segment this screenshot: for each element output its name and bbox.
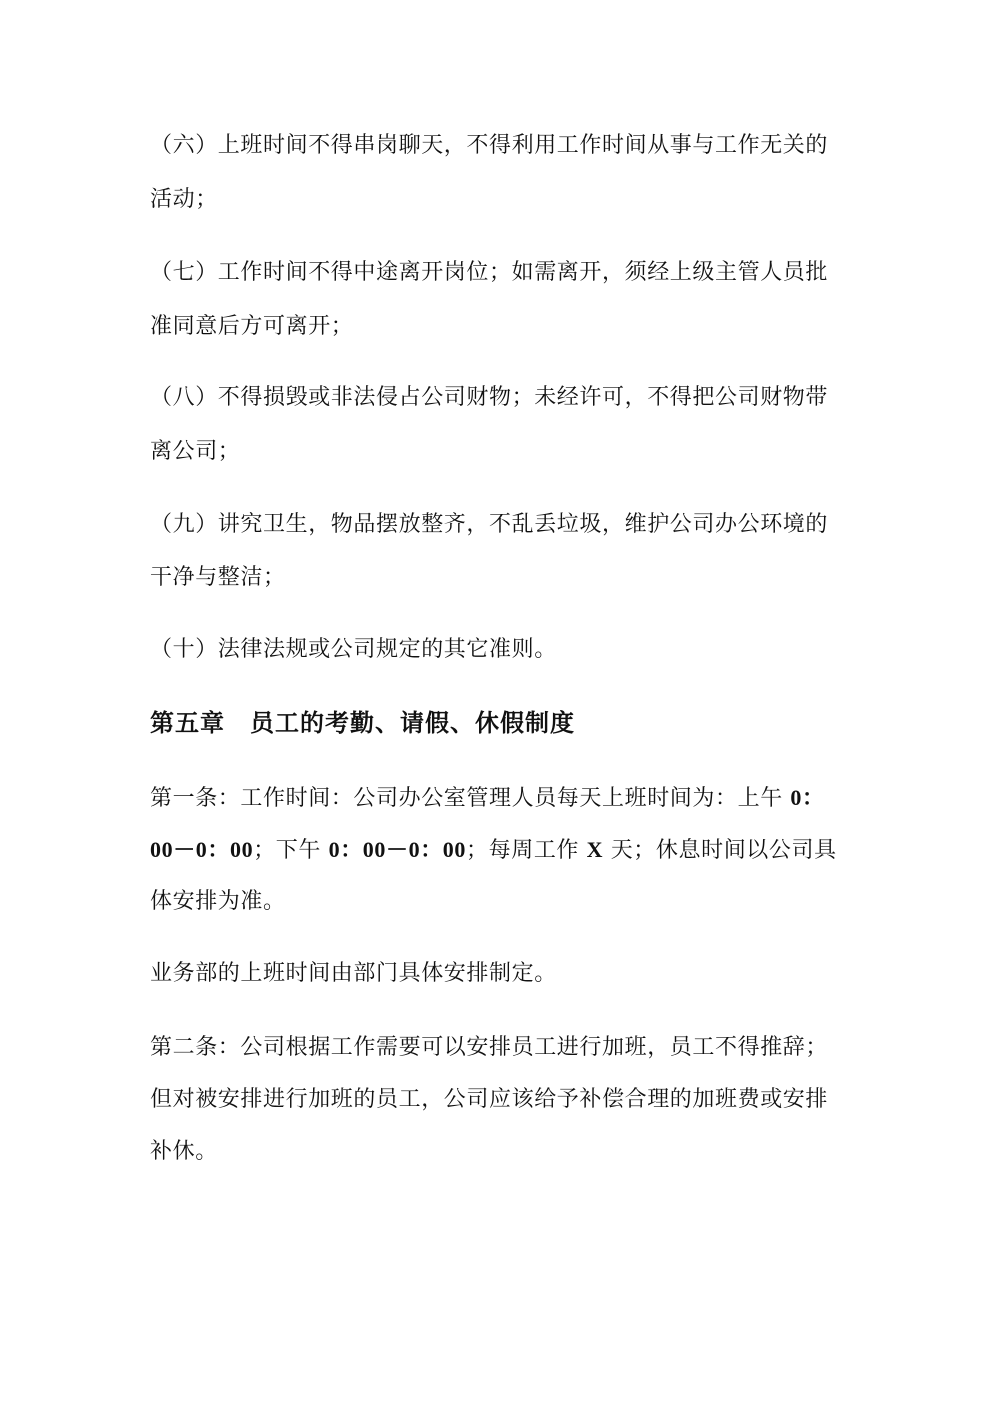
item-9-line-1: （九）讲究卫生，物品摆放整齐，不乱丢垃圾，维护公司办公环境的	[150, 512, 829, 537]
item-7-line-1: （七）工作时间不得中途离开岗位；如需离开，须经上级主管人员批	[150, 260, 829, 285]
article-1-line-3: 体安排为准。	[150, 889, 286, 914]
dept-schedule-note: 业务部的上班时间由部门具体安排制定。	[150, 961, 557, 986]
article-1-line-2	[150, 835, 850, 866]
item-10-line-1: （十）法律法规或公司规定的其它准则。	[150, 637, 557, 662]
weekly-label: ；每周工作	[466, 838, 587, 863]
afternoon-time-range: 0：00－0：00	[328, 837, 467, 862]
item-9-line-2: 干净与整洁；	[150, 565, 286, 590]
item-8-line-2: 离公司；	[150, 439, 241, 464]
article-1-line-2-rest: 天；休息时间以公司具	[603, 838, 837, 863]
work-days-count: X	[586, 837, 604, 862]
article-2-line-1: 第二条：公司根据工作需要可以安排员工进行加班，员工不得推辞；	[150, 1035, 829, 1060]
article-1-line-1	[150, 783, 850, 814]
morning-start-time: 0：	[790, 785, 825, 810]
item-7-line-2: 准同意后方可离开；	[150, 314, 354, 339]
afternoon-label: ；下午	[253, 838, 329, 863]
morning-time-range: 00－0：00	[150, 837, 254, 862]
item-6-line-1: （六）上班时间不得串岗聊天，不得利用工作时间从事与工作无关的	[150, 133, 829, 158]
chapter-5-title: 第五章 员工的考勤、请假、休假制度	[150, 709, 575, 737]
item-6-line-2: 活动；	[150, 187, 218, 212]
article-1-line-1-text: 第一条：工作时间：公司办公室管理人员每天上班时间为：上午	[150, 786, 791, 811]
article-2-line-2: 但对被安排进行加班的员工，公司应该给予补偿合理的加班费或安排	[150, 1087, 829, 1112]
article-2-line-3: 补休。	[150, 1139, 218, 1164]
item-8-line-1: （八）不得损毁或非法侵占公司财物；未经许可，不得把公司财物带	[150, 385, 829, 410]
